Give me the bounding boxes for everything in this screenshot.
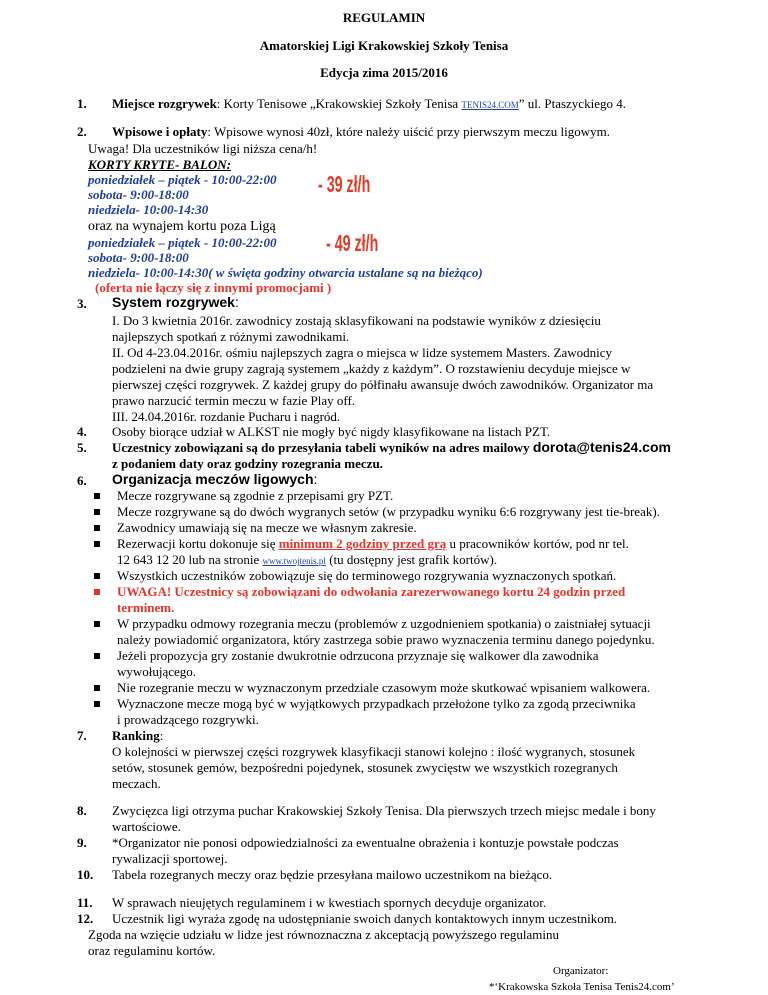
indoor-courts-heading: KORTY KRYTE- BALON: <box>88 157 232 172</box>
section-4-number: 4. <box>77 424 87 439</box>
rule-8-line-2: wywołującego. <box>117 664 197 679</box>
rule-3: Zawodnicy umawiają się na mecze we własnym zakresie. <box>117 520 417 535</box>
bullet-3 <box>94 525 100 531</box>
price-note: Uwaga! Dla uczestników ligi niższa cena/h! <box>88 141 318 156</box>
section-6-number: 6. <box>77 473 87 488</box>
tenis24-link[interactable]: TENIS24.COM <box>461 100 519 110</box>
system-line-7: III. 24.04.2016r. rozdanie Pucharu i nagród. <box>112 409 341 424</box>
section-2-number: 2. <box>77 124 87 139</box>
bullet-2 <box>94 509 100 515</box>
rental-note: oraz na wynajem kortu poza Ligą <box>88 219 276 234</box>
section-7-number: 7. <box>77 728 87 743</box>
organizer-label: Organizator: <box>553 965 609 977</box>
section-12-number: 12. <box>77 911 94 926</box>
section-9-number: 9. <box>77 835 87 850</box>
section-12-line-1: Uczestnik ligi wyraża zgodę na udostępnianie swoich danych kontaktowych innym uczestnikom. <box>112 911 618 926</box>
hours-weekday-2: poniedziałek – piątek - 10:00-22:00 <box>88 235 277 250</box>
bullet-7 <box>94 621 100 627</box>
section-4-text: Osoby biorące udział w ALKST nie mogły być nigdy klasyfikowane na listach PZT. <box>112 424 551 439</box>
rule-10: Wyznaczone mecze mogą być w wyjątkowych przypadkach przełożone tylko za zgodą przeciwnika <box>117 696 636 711</box>
rule-4: Rezerwacji kortu dokonuje się minimum 2 godziny przed grą u pracowników kortów, pod nr tel. <box>117 536 629 551</box>
section-11-line-1: W sprawach nieujętych regulaminem i w kwestiach spornych decyduje organizator. <box>112 895 547 910</box>
hours-saturday: sobota- 9:00-18:00 <box>88 187 189 202</box>
hours-sunday: niedziela- 10:00-14:30 <box>88 202 209 217</box>
rule-8: Jeżeli propozycja gry zostanie dwukrotnie odrzucona przyznaje się walkower dla zawodnika <box>117 648 599 663</box>
section-9-line-1: *Organizator nie ponosi odpowiedzialności za ewentualne obrażenia i kontuzje powstałe podczas <box>112 835 619 850</box>
rule-6-warning: UWAGA! Uczestnicy są zobowiązani do odwołania zarezerwowanego kortu 24 godzin przed <box>117 584 626 599</box>
bullet-5 <box>94 573 100 579</box>
bullet-4 <box>94 541 100 547</box>
price-rental: - 49 zł/h <box>326 230 379 256</box>
system-line-4: podzieleni na dwie grupy zagrają systemem „każdy z każdym”. O rozstawieniu decyduje miejsce w <box>112 361 631 376</box>
section-3-heading: System rozgrywek: <box>112 294 239 310</box>
rule-5: Wszystkich uczestników zobowiązuje się do terminowego rozgrywania wyznaczonych spotkań. <box>117 568 617 583</box>
rule-6-warning-line-2: terminem. <box>117 600 175 615</box>
hours-weekday: poniedziałek – piątek - 10:00-22:00 <box>88 172 277 187</box>
section-1-text: Miejsce rozgrywek: Korty Tenisowe „Krakowskiej Szkoły Tenisa TENIS24.COM” ul. Ptaszyckiego 4. <box>112 96 626 111</box>
section-3-number: 3. <box>77 296 87 311</box>
system-line-6: prawo narzucić termin meczu w fazie Play off. <box>112 393 356 408</box>
section-8-number: 8. <box>77 803 87 818</box>
system-line-2: najlepszych spotkań z różnymi zawodnikami. <box>112 329 350 344</box>
section-5-text: Uczestnicy zobowiązani są do przesyłania tabeli wyników na adres mailowy dorota@tenis24.com <box>112 439 671 455</box>
section-8-line-2: wartościowe. <box>112 819 181 834</box>
bullet-6 <box>94 589 100 595</box>
ranking-line-3: meczach. <box>112 776 161 791</box>
section-10-number: 10. <box>77 867 94 882</box>
rule-2: Mecze rozgrywane są do dwóch wygranych setów (w przypadku wyniku 6:6 rozgrywany jest tie-break). <box>117 504 660 519</box>
rule-4-line-2: 12 643 12 20 lub na stronie www.twojtenis.pl (tu dostępny jest grafik kortów). <box>117 552 498 567</box>
section-7-heading: Ranking: <box>112 728 164 743</box>
price-league: - 39 zł/h <box>318 171 371 197</box>
closing-line-2: oraz regulaminu kortów. <box>88 943 216 958</box>
rule-1: Mecze rozgrywane są zgodnie z przepisami gry PZT. <box>117 488 394 503</box>
hours-sunday-2: niedziela- 10:00-14:30( w święta godziny otwarcia ustalane są na bieżąco) <box>88 265 483 280</box>
section-5-number: 5. <box>77 440 87 455</box>
closing-line-1: Zgoda na wzięcie udziału w lidze jest równoznaczna z akceptacją powyższego regulaminu <box>88 927 560 942</box>
ranking-line-2: setów, stosunek gemów, bezpośredni pojedynek, stosunek zwycięstw we wszystkich rozegranych <box>112 760 618 775</box>
rule-7: W przypadku odmowy rozegrania meczu (problemów z uzgodnieniem spotkania) o zaistniałej sytuacji <box>117 616 651 631</box>
section-8-line-1: Zwycięzca ligi otrzyma puchar Krakowskiej Szkoły Tenisa. Dla pierwszych trzech miejsc medale i bony <box>112 803 656 818</box>
section-10-line-1: Tabela rozegranych meczy oraz będzie przesyłana mailowo uczestnikom na bieżąco. <box>112 867 553 882</box>
system-line-1: I. Do 3 kwietnia 2016r. zawodnicy zostają sklasyfikowani na podstawie wyników z dziesięciu <box>112 313 601 328</box>
section-9-line-2: rywalizacji sportowej. <box>112 851 228 866</box>
rule-10-line-2: i prowadzącego rozgrywki. <box>117 712 259 727</box>
doc-subtitle: Amatorskiej Ligi Krakowskiej Szkoły Tenisa <box>259 38 509 53</box>
section-2-text: Wpisowe i opłaty: Wpisowe wynosi 40zł, które należy uiścić przy pierwszym meczu ligowym. <box>112 124 611 139</box>
rule-9: Nie rozegranie meczu w wyznaczonym przedziale czasowym może skutkować wpisaniem walkowera. <box>117 680 651 695</box>
doc-title: REGULAMIN <box>342 10 426 25</box>
ranking-line-1: O kolejności w pierwszej części rozgrywek klasyfikacji stanowi kolejno : ilość wygranych, stosunek <box>112 744 636 759</box>
rule-7-line-2: należy powiadomić organizatora, który zastrzega sobie prawo wyznaczenia terminu danego pojedynku. <box>117 632 655 647</box>
doc-edition: Edycja zima 2015/2016 <box>320 65 448 80</box>
section-5-line-2: z podaniem daty oraz godziny rozegrania meczu. <box>112 456 383 471</box>
section-1-number: 1. <box>77 96 87 111</box>
section-6-heading: Organizacja meczów ligowych: <box>112 471 318 487</box>
system-line-3: II. Od 4-23.04.2016r. ośmiu najlepszych zagra o miejsca w lidze systemem Masters. Zawodnicy <box>112 345 613 360</box>
organizer-signature: *‘Krakowska Szkoła Tenisa Tenis24.com’ <box>489 981 675 993</box>
bullet-10 <box>94 701 100 707</box>
twojtenis-link[interactable]: www.twojtenis.pl <box>262 556 326 566</box>
bullet-9 <box>94 685 100 691</box>
section-11-number: 11. <box>77 895 93 910</box>
promo-note: (oferta nie łączy się z innymi promocjami ) <box>95 280 332 295</box>
bullet-1 <box>94 493 100 499</box>
hours-saturday-2: sobota- 9:00-18:00 <box>88 250 189 265</box>
bullet-8 <box>94 653 100 659</box>
contact-email[interactable]: dorota@tenis24.com <box>532 439 671 455</box>
system-line-5: pierwszej części rozgrywek. Z każdej grupy do półfinału awansuje dwóch zawodników. Organizator ma <box>112 377 654 392</box>
